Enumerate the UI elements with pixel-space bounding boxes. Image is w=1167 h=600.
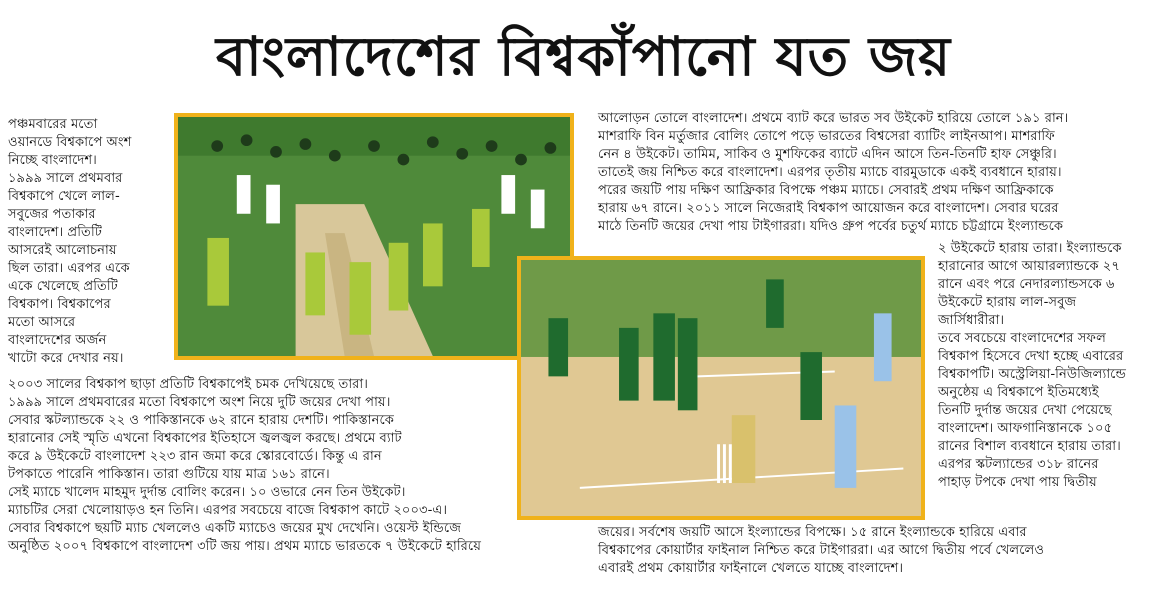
col1-line: মতো আসরে (8, 315, 76, 330)
col2-top-line: আলোড়ন তোলে বাংলাদেশ। প্রথমে ব্যাট করে ভারত সব উইকেট হারিয়ে তোলে ১৯১ রান। (598, 111, 1069, 126)
col1-line: বিশ্বকাপ। বিশ্বকাপের (8, 297, 111, 312)
col2-top-line: তাতেই জয় নিশ্চিত করে বাংলাদেশ। এরপর তৃতীয় ম্যাচে বারমুডাকে একই ব্যবধানে হারায়। (598, 165, 1062, 180)
col2-top-line: নেন ৪ উইকেট। তামিম, সাকিব ও মুশফিকের ব্যাটে এদিন আসে তিন-তিনটি হাফ সেঞ্চুরি। (598, 147, 1057, 162)
col1-line: বাংলাদেশের অর্জন (8, 333, 107, 348)
col2-top-line: মাঠে তিনটি জয়ের দেখা পায় টাইগাররা। যদিও গ্রুপ পর্বের চতুর্থ ম্যাচে চট্টগ্রামে ইংল্যান্ডকে (598, 219, 1064, 234)
col2-narrow-line: তিনটি দুর্দান্ত জয়ের দেখা পেয়েছে (938, 403, 1112, 418)
col1-wide-line: ২০০৩ সালের বিশ্বকাপ ছাড়া প্রতিটি বিশ্বকাপেই চমক দেখিয়েছে তারা। (8, 377, 368, 392)
col2-narrow-line: বাংলাদেশ। আফগানিস্তানকে ১০৫ (938, 421, 1113, 436)
headline: বাংলাদেশের বিশ্বকাঁপানো যত জয় (215, 25, 952, 88)
col2-narrow-line: এরপর স্কটল্যান্ডের ৩১৮ রানের (938, 457, 1099, 472)
col1-wide-line: ১৯৯৯ সালে প্রথমবারের মতো বিশ্বকাপে অংশ নিয়ে দুটি জয়ের দেখা পায়। (8, 395, 391, 410)
col2-bottom-line: এবারই প্রথম কোয়ার্টার ফাইনালে খেলতে যাচ্ছে বাংলাদেশ। (598, 561, 904, 576)
col1-line: একে খেলেছে প্রতিটি (8, 279, 118, 294)
col2-narrow-line: জার্সিধারীরা। (938, 313, 1005, 328)
col2-narrow-line: পাহাড় টপকে দেখা পায় দ্বিতীয় (938, 475, 1097, 490)
col1-line: আসরেই আলোচনায় (8, 243, 117, 258)
col1-line: ১৯৯৯ সালে প্রথমবার (8, 171, 123, 186)
col1-line: বিশ্বকাপে খেলে লাল- (8, 189, 120, 204)
col2-top-line: হারায় ৬৭ রানে। ২০১১ সালে নিজেরাই বিশ্বকাপ আয়োজন করে বাংলাদেশ। সেবার ঘরের (598, 201, 1059, 216)
col2-narrow-line: ২ উইকেটে হারায় তারা। ইংল্যান্ডকে (938, 241, 1122, 256)
col2-narrow-line: অনুষ্ঠেয় এ বিশ্বকাপে ইতিমধ্যেই (938, 385, 1099, 400)
col1-line: খাটো করে দেখার নয়। (8, 351, 124, 366)
col1-wide-line: হারানোর সেই স্মৃতি এখনো বিশ্বকাপের ইতিহাসে জ্বলজ্বল করছে। প্রথমে ব্যাট (8, 431, 402, 446)
col2-top-line: মাশরাফি বিন মর্তুজার বোলিং তোপে পড়ে ভারতের বিশ্বসেরা ব্যাটিং লাইনআপ। মাশরাফি (598, 129, 1055, 144)
col1-wide-line: সেই ম্যাচে খালেদ মাহমুদ দুর্দান্ত বোলিং করেন। ১০ ওভারে নেন তিন উইকেট। (8, 485, 406, 500)
col1-wide-line: টপকাতে পারেনি পাকিস্তান। তারা গুটিয়ে যায় মাত্র ১৬১ রানে। (8, 467, 330, 482)
col1-line: ওয়ানডে বিশ্বকাপে অংশ (8, 135, 132, 150)
photo-pitch-celebration (174, 113, 574, 360)
col2-bottom-line: বিশ্বকাপের কোয়ার্টার ফাইনাল নিশ্চিত করে টাইগাররা। এর আগে দ্বিতীয় পর্বে খেললেও (598, 543, 1045, 558)
col2-narrow-line: রানের বিশাল ব্যবধানে হারায় তারা। (938, 439, 1121, 454)
col1-wide-line: সেবার বিশ্বকাপে ছয়টি ম্যাচ খেললেও একটি ম্যাচেও জয়ের মুখ দেখেনি। ওয়েস্ট ইন্ডিজে (8, 521, 462, 536)
photo-match-celebration (517, 256, 925, 520)
col1-wide-line: অনুষ্ঠিত ২০০৭ বিশ্বকাপে বাংলাদেশ ৩টি জয় পায়। প্রথম ম্যাচে ভারতকে ৭ উইকেটে হারিয়ে (8, 539, 481, 554)
col2-top-line: পরের জয়টি পায় দক্ষিণ আফ্রিকার বিপক্ষে পঞ্চম ম্যাচে। সেবারই প্রথম দক্ষিণ আফ্রিকাকে (598, 183, 1054, 198)
col1-line: পঞ্চমবারের মতো (8, 117, 98, 132)
col1-wide-line: ম্যাচটির সেরা খেলোয়াড়ও হন তিনি। এরপর সবচেয়ে বাজে বিশ্বকাপ কাটে ২০০৩-এ। (8, 503, 448, 518)
col1-line: সবুজের পতাকার (8, 207, 96, 222)
col2-narrow-line: তবে সবচেয়ে বাংলাদেশের সফল (938, 331, 1106, 346)
col1-wide-line: করে ৯ উইকেটে বাংলাদেশ ২২৩ রান জমা করে স্কোরবোর্ডে। কিন্তু এ রান (8, 449, 382, 464)
col1-line: বাংলাদেশ। প্রতিটি (8, 225, 102, 240)
col1-line: নিচ্ছে বাংলাদেশ। (8, 153, 97, 168)
col2-narrow-line: উইকেটে হারায় লাল-সবুজ (938, 295, 1077, 310)
col1-wide-line: সেবার স্কটল্যান্ডকে ২২ ও পাকিস্তানকে ৬২ রানে হারায় দেশটি। পাকিস্তানকে (8, 413, 394, 428)
col2-narrow-line: বিশ্বকাপ হিসেবে দেখা হচ্ছে এবারের (938, 349, 1124, 364)
col2-narrow-line: রানে এবং পরে নেদারল্যান্ডসকে ৬ (938, 277, 1115, 292)
col2-narrow-line: হারানোর আগে আয়ারল্যান্ডকে ২৭ (938, 259, 1120, 274)
col2-bottom-line: জয়ের। সর্বশেষ জয়টি আসে ইংল্যান্ডের বিপক্ষে। ১৫ রানে ইংল্যান্ডকে হারিয়ে এবার (598, 525, 1027, 540)
col1-line: ছিল তারা। এরপর একে (8, 261, 130, 276)
col2-narrow-line: বিশ্বকাপটি। অস্ট্রেলিয়া-নিউজিল্যান্ডে (938, 367, 1126, 382)
